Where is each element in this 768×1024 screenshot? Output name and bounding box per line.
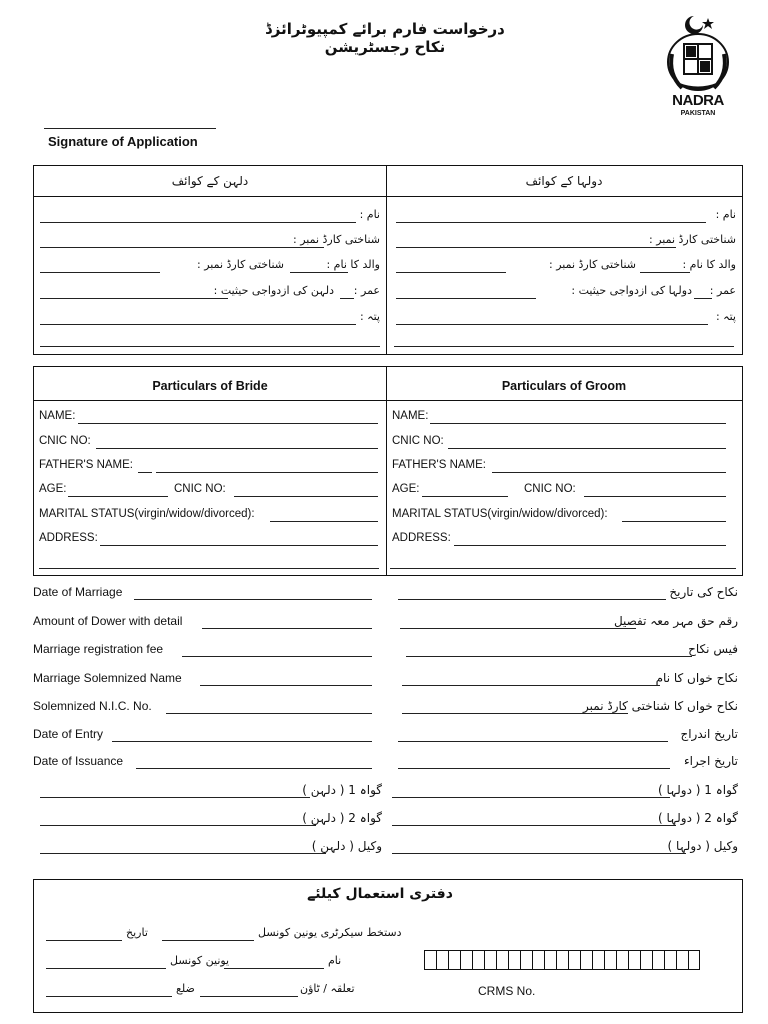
groom-address-field-2[interactable] [390, 568, 736, 569]
groom-cnic-field[interactable] [448, 448, 726, 449]
groom-name-field[interactable] [430, 423, 726, 424]
crms-digit-box[interactable] [628, 950, 640, 970]
urdu-bride-name-field[interactable] [40, 222, 356, 223]
bride-name-label: NAME: [39, 410, 76, 422]
groom-marital-field[interactable] [622, 521, 726, 522]
urdu-bride-father-name-field[interactable] [290, 272, 348, 273]
bride-address-label: ADDRESS: [39, 532, 98, 544]
groom-address-field[interactable] [454, 545, 726, 546]
date-of-entry-urdu-label: تاریخ اندراج [680, 727, 738, 741]
bride-address-field-2[interactable] [39, 568, 379, 569]
crms-digit-box[interactable] [604, 950, 616, 970]
crms-digit-box[interactable] [520, 950, 532, 970]
urdu-table-header-divider [33, 196, 743, 197]
office-date-label: تاریخ [126, 926, 148, 939]
urdu-bride-marital-label: دلہن کی ازدواجی حیثیت : [213, 284, 334, 297]
crms-digit-box[interactable] [616, 950, 628, 970]
bride-witness-1-label: گواہ 1 ( دلہن ) [302, 783, 382, 797]
solemnizer-nic-urdu-field[interactable] [402, 713, 628, 714]
logo-text: NADRA [672, 92, 724, 109]
crms-digit-box[interactable] [664, 950, 676, 970]
crms-digit-box[interactable] [484, 950, 496, 970]
groom-marital-label: MARITAL STATUS(virgin/widow/divorced): [392, 508, 608, 520]
bride-age-field[interactable] [68, 496, 168, 497]
crms-digit-box[interactable] [568, 950, 580, 970]
bride-father-name-label: FATHER'S NAME: [39, 459, 133, 471]
urdu-table-column-divider [386, 165, 387, 355]
urdu-groom-father-name-field[interactable] [640, 272, 690, 273]
urdu-groom-name-field[interactable] [396, 222, 706, 223]
crms-digit-box[interactable] [460, 950, 472, 970]
bride-witness-1-field[interactable] [40, 797, 310, 798]
signature-label: Signature of Application [48, 134, 198, 149]
groom-witness-1-label: گواہ 1 ( دولہا ) [657, 783, 738, 797]
bride-witness-2-field[interactable] [40, 825, 316, 826]
office-name-field[interactable] [224, 968, 324, 969]
date-of-issuance-urdu-label: تاریخ اجراء [683, 754, 738, 768]
crms-digit-box[interactable] [508, 950, 520, 970]
solemnizer-nic-field[interactable] [166, 713, 372, 714]
urdu-bride-marital-field[interactable] [40, 298, 228, 299]
urdu-groom-father-cnic-label: شناختی کارڈ نمبر : [549, 258, 636, 271]
groom-name-label: NAME: [392, 410, 429, 422]
bride-age-cnic-label: CNIC NO: [174, 483, 226, 495]
urdu-groom-age-field[interactable] [694, 298, 712, 299]
crms-digit-box[interactable] [676, 950, 688, 970]
english-table-column-divider [386, 366, 387, 576]
groom-cnic-label: CNIC NO: [392, 435, 444, 447]
groom-father-name-label: FATHER'S NAME: [392, 459, 486, 471]
dower-amount-urdu-field[interactable] [400, 628, 636, 629]
urdu-bride-header: دلہن کے کوائف [171, 174, 249, 188]
groom-address-label: ADDRESS: [392, 532, 451, 544]
office-district-label: ضلع [176, 982, 195, 995]
groom-father-name-field[interactable] [492, 472, 726, 473]
date-of-marriage-label: Date of Marriage [33, 585, 123, 599]
bride-name-field[interactable] [78, 423, 378, 424]
urdu-groom-address-field[interactable] [396, 324, 708, 325]
bride-address-field[interactable] [100, 545, 378, 546]
crms-digit-box[interactable] [532, 950, 544, 970]
office-secretary-sign-field[interactable] [162, 940, 254, 941]
urdu-bride-address-field[interactable] [40, 324, 356, 325]
registration-fee-urdu-field[interactable] [406, 656, 692, 657]
bride-marital-field[interactable] [270, 521, 378, 522]
date-of-marriage-urdu-label: نکاح کی تاریخ [669, 585, 738, 599]
urdu-groom-address-field-2[interactable] [394, 346, 734, 347]
form-title-urdu: درخواست فارم برائے کمپیوٹرائزڈ نکاح رجسٹریشن [265, 20, 505, 56]
office-union-council-label: یونین کونسل [170, 954, 230, 967]
nadra-emblem-icon [664, 14, 732, 94]
bride-attorney-field[interactable] [40, 853, 326, 854]
crms-digit-box[interactable] [544, 950, 556, 970]
urdu-bride-father-cnic-label: شناختی کارڈ نمبر : [197, 258, 284, 271]
signature-line[interactable] [44, 128, 216, 129]
groom-age-cnic-field[interactable] [584, 496, 726, 497]
solemnizer-name-urdu-field[interactable] [402, 685, 660, 686]
groom-age-cnic-label: CNIC NO: [524, 483, 576, 495]
date-of-entry-urdu-field[interactable] [398, 741, 668, 742]
urdu-groom-cnic-field[interactable] [396, 247, 676, 248]
urdu-bride-address-label: پتہ : [359, 310, 380, 323]
urdu-groom-cnic-label: شناختی کارڈ نمبر : [649, 233, 736, 246]
bride-father-name-field-2[interactable] [156, 472, 378, 473]
dower-amount-label: Amount of Dower with detail [33, 614, 183, 628]
crms-digit-box[interactable] [436, 950, 448, 970]
groom-particulars-header: Particulars of Groom [501, 379, 627, 393]
crms-digit-box[interactable] [448, 950, 460, 970]
groom-witness-2-label: گواہ 2 ( دولہا ) [657, 811, 738, 825]
urdu-groom-name-label: نام : [715, 208, 736, 221]
urdu-bride-address-field-2[interactable] [40, 346, 380, 347]
solemnizer-nic-label: Solemnized N.I.C. No. [33, 699, 152, 713]
office-secretary-sign-label: دستخط سیکرٹری یونین کونسل [258, 926, 402, 939]
urdu-particulars-table [33, 165, 743, 355]
urdu-groom-marital-field[interactable] [396, 298, 536, 299]
logo-subtext: PAKISTAN [680, 110, 716, 117]
office-district-field[interactable] [46, 996, 172, 997]
urdu-bride-cnic-field[interactable] [40, 247, 324, 248]
solemnizer-name-label: Marriage Solemnized Name [33, 671, 182, 685]
groom-witness-2-field[interactable] [392, 825, 676, 826]
office-union-council-field[interactable] [46, 968, 166, 969]
crms-digit-box[interactable] [556, 950, 568, 970]
urdu-bride-father-cnic-field[interactable] [40, 272, 160, 273]
urdu-bride-name-label: نام : [359, 208, 380, 221]
registration-fee-label: Marriage registration fee [33, 642, 164, 656]
office-date-field[interactable] [46, 940, 122, 941]
solemnizer-nic-urdu-label: نکاح خواں کا شناختی کارڈ نمبر [583, 699, 738, 713]
urdu-groom-father-label: والد کا نام : [682, 258, 736, 271]
dower-amount-field[interactable] [202, 628, 372, 629]
bride-witness-2-label: گواہ 2 ( دلہن ) [302, 811, 382, 825]
date-of-entry-label: Date of Entry [33, 727, 104, 741]
urdu-groom-address-label: پتہ : [715, 310, 736, 323]
urdu-groom-header: دولہا کے کوائف [525, 174, 603, 188]
date-of-entry-field[interactable] [112, 741, 372, 742]
date-of-marriage-field[interactable] [134, 599, 372, 600]
date-of-issuance-urdu-field[interactable] [398, 768, 670, 769]
crms-digit-box[interactable] [580, 950, 592, 970]
crms-digit-box[interactable] [496, 950, 508, 970]
bride-particulars-header: Particulars of Bride [152, 379, 268, 393]
urdu-bride-father-label: والد کا نام : [326, 258, 380, 271]
registration-fee-field[interactable] [182, 656, 372, 657]
solemnizer-name-field[interactable] [200, 685, 372, 686]
bride-attorney-label: وکیل ( دلہن ) [311, 839, 382, 853]
date-of-marriage-urdu-field[interactable] [398, 599, 666, 600]
bride-father-name-field[interactable] [138, 472, 152, 473]
dower-amount-urdu-label: رقم حق مہر معہ تفصیل [613, 614, 738, 628]
urdu-groom-age-label: عمر : [709, 284, 736, 297]
groom-witness-1-field[interactable] [392, 797, 670, 798]
groom-age-label: AGE: [392, 483, 420, 495]
date-of-issuance-label: Date of Issuance [33, 754, 124, 768]
groom-attorney-field[interactable] [392, 853, 686, 854]
urdu-groom-father-cnic-field[interactable] [396, 272, 506, 273]
registration-fee-urdu-label: فیس نکاح [688, 642, 738, 656]
groom-age-field[interactable] [422, 496, 508, 497]
bride-age-label: AGE: [39, 483, 67, 495]
english-table-header-divider [33, 400, 743, 401]
office-tehsil-field[interactable] [200, 996, 298, 997]
office-name-label: نام [328, 954, 342, 967]
date-of-issuance-field[interactable] [136, 768, 372, 769]
crms-digit-box[interactable] [472, 950, 484, 970]
crms-digit-box[interactable] [424, 950, 436, 970]
urdu-bride-age-field[interactable] [340, 298, 354, 299]
bride-age-cnic-field[interactable] [234, 496, 378, 497]
nadra-logo [664, 14, 732, 120]
urdu-bride-cnic-label: شناختی کارڈ نمبر : [293, 233, 380, 246]
groom-attorney-label: وکیل ( دولہا ) [667, 839, 738, 853]
crms-label: CRMS No. [478, 984, 536, 998]
urdu-bride-age-label: عمر : [353, 284, 380, 297]
bride-cnic-field[interactable] [96, 448, 378, 449]
crms-digit-box[interactable] [592, 950, 604, 970]
office-use-title: دفتری استعمال کیلئے [307, 886, 453, 902]
urdu-groom-marital-label: دولہا کی ازدواجی حیثیت : [571, 284, 692, 297]
bride-cnic-label: CNIC NO: [39, 435, 91, 447]
crms-number-boxes[interactable] [424, 950, 700, 972]
crms-digit-box[interactable] [652, 950, 664, 970]
office-tehsil-label: تعلقہ / ٹاؤن [300, 982, 355, 995]
crms-digit-box[interactable] [640, 950, 652, 970]
solemnizer-name-urdu-label: نکاح خواں کا نام [655, 671, 738, 685]
bride-marital-label: MARITAL STATUS(virgin/widow/divorced): [39, 508, 255, 520]
crms-digit-box[interactable] [688, 950, 700, 970]
